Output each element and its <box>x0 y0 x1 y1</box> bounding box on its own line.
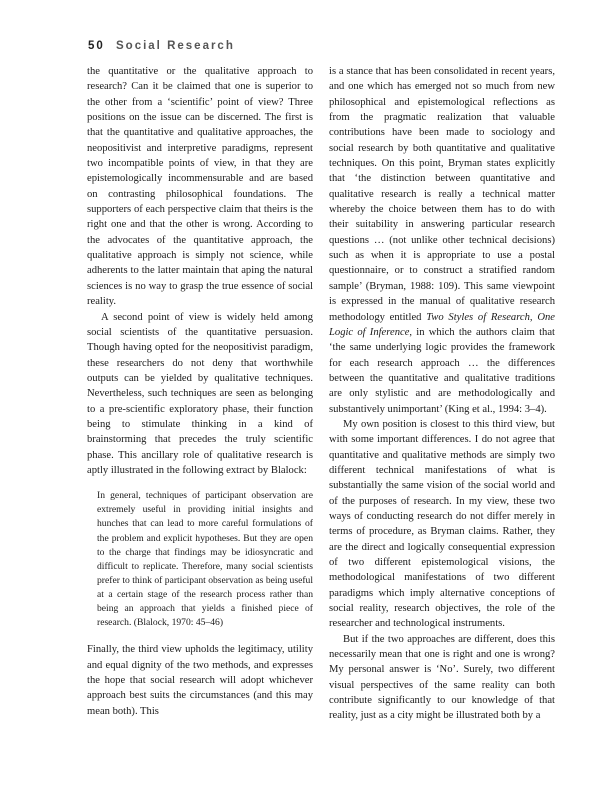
paragraph-second-view: A second point of view is widely held among social scientists of the quantitative persuasion. Though having opted for the neopositivist paradigm, these researchers do not deny that worthwhile outputs can be yielded by qualitative techniques. Nevertheless, such techniques are seen as belonging to a pre-scientific exploratory phase, their function being to stimulate thinking in a kind of brainstorming that precedes the truly scientific phase. This ancillary role of qualitative research is aptly illustrated in the following extract by Blalock: <box>87 311 313 476</box>
paragraph-bryman-stance <box>329 64 555 417</box>
paragraph-bryman-text-a: is a stance that has been consolidated in recent years, and one which has emerged not so much from new philosophical and epistemological reflections as from the pragmatic realization that valuable contributions have been made to sociology and social research by both quantitative and qualitative techniques. On this point, Bryman states explicitly that ‘the distinction between quantitative and qualitative research is really a technical matter whereby the choice between them has to do with their suitability in answering particular research questions … (not unlike other technical decisions) such as when it is appropriate to use a postal questionnaire, or to construct a stratified random sample’ (Bryman, 1988: 109). This same viewpoint is expressed in the manual of qualitative research methodology entitled <box>329 66 555 323</box>
page-number: 50 <box>88 40 105 52</box>
running-title: Social Research <box>116 40 235 52</box>
paragraph-three-positions: the quantitative or the qualitative approach to research? Can it be claimed that one is superior to the other from a ‘scientific’ point of view? Three positions on the issue can be discerned. The first is that the quantitative and qualitative approaches, the neopositivist and interpretive paradigms, represent two incompatible points of view, in that they are epistemologically incommensurable and are based on contrasting philosophical foundations. The supporters of each perspective claim that theirs is the right one and that the other is wrong. According to the advocates of the quantitative approach, the qualitative approach is simply not science, while adherents to the latter maintain that aping the natural sciences is no way to grasp the true essence of social reality. <box>87 66 313 308</box>
paragraph-third-view: Finally, the third view upholds the legitimacy, utility and equal dignity of the two methods, and expresses the hope that social research will adopt whichever approach best suits the circumstances (and this may mean both). This <box>87 644 313 717</box>
book-title-italic: Two Styles of Research, One Logic of Inference <box>329 311 555 338</box>
block-quote-text: In general, techniques of participant observation are extremely useful in providing initial insights and hunches that can lead to more careful formulations of the problem and explicit hypotheses. But they are open to the charge that findings may be idiosyncratic and difficult to replicate. Therefore, many social scientists prefer to think of participant observation as being useful at a certain stage of the research process rather than being an approach that yields a finished piece of research. (Blalock, 1970: 45–46) <box>97 490 313 629</box>
paragraph-two-approaches: But if the two approaches are different, does this necessarily mean that one is right and one is wrong? My personal answer is ‘No’. Surely, two different visual perspectives of the same reality can both contribute significantly to our knowledge of that reality, just as a city might be illustrated both by a <box>329 633 555 722</box>
right-column <box>329 64 555 724</box>
left-column <box>87 64 313 719</box>
paragraph-own-position: My own position is closest to this third view, but with some important differences. I do not agree that quantitative and qualitative methods are simply two different technical manifestations of what is substantially the same vision of the social world and of the purposes of research. In my view, these two ways of conducting research do not differ merely in terms of procedure, as Bryman claims. Rather, they are the direct and logically consequential expression of two different epistemological visions, the methodological manifestations of two different paradigms which imply alternative conceptions of social reality, research objectives, the role of the researcher and technological instruments. <box>329 418 555 630</box>
running-header <box>88 40 235 52</box>
paragraph-bryman-text-b: , in which the authors claim that ‘the same underlying logic provides the framework for each research approach … the differences between the quantitative and qualitative traditions are only stylistic and are methodologically and substantively unimportant’ (King et al., 1994: 3–4). <box>329 326 555 415</box>
block-quote-blalock <box>97 489 313 630</box>
